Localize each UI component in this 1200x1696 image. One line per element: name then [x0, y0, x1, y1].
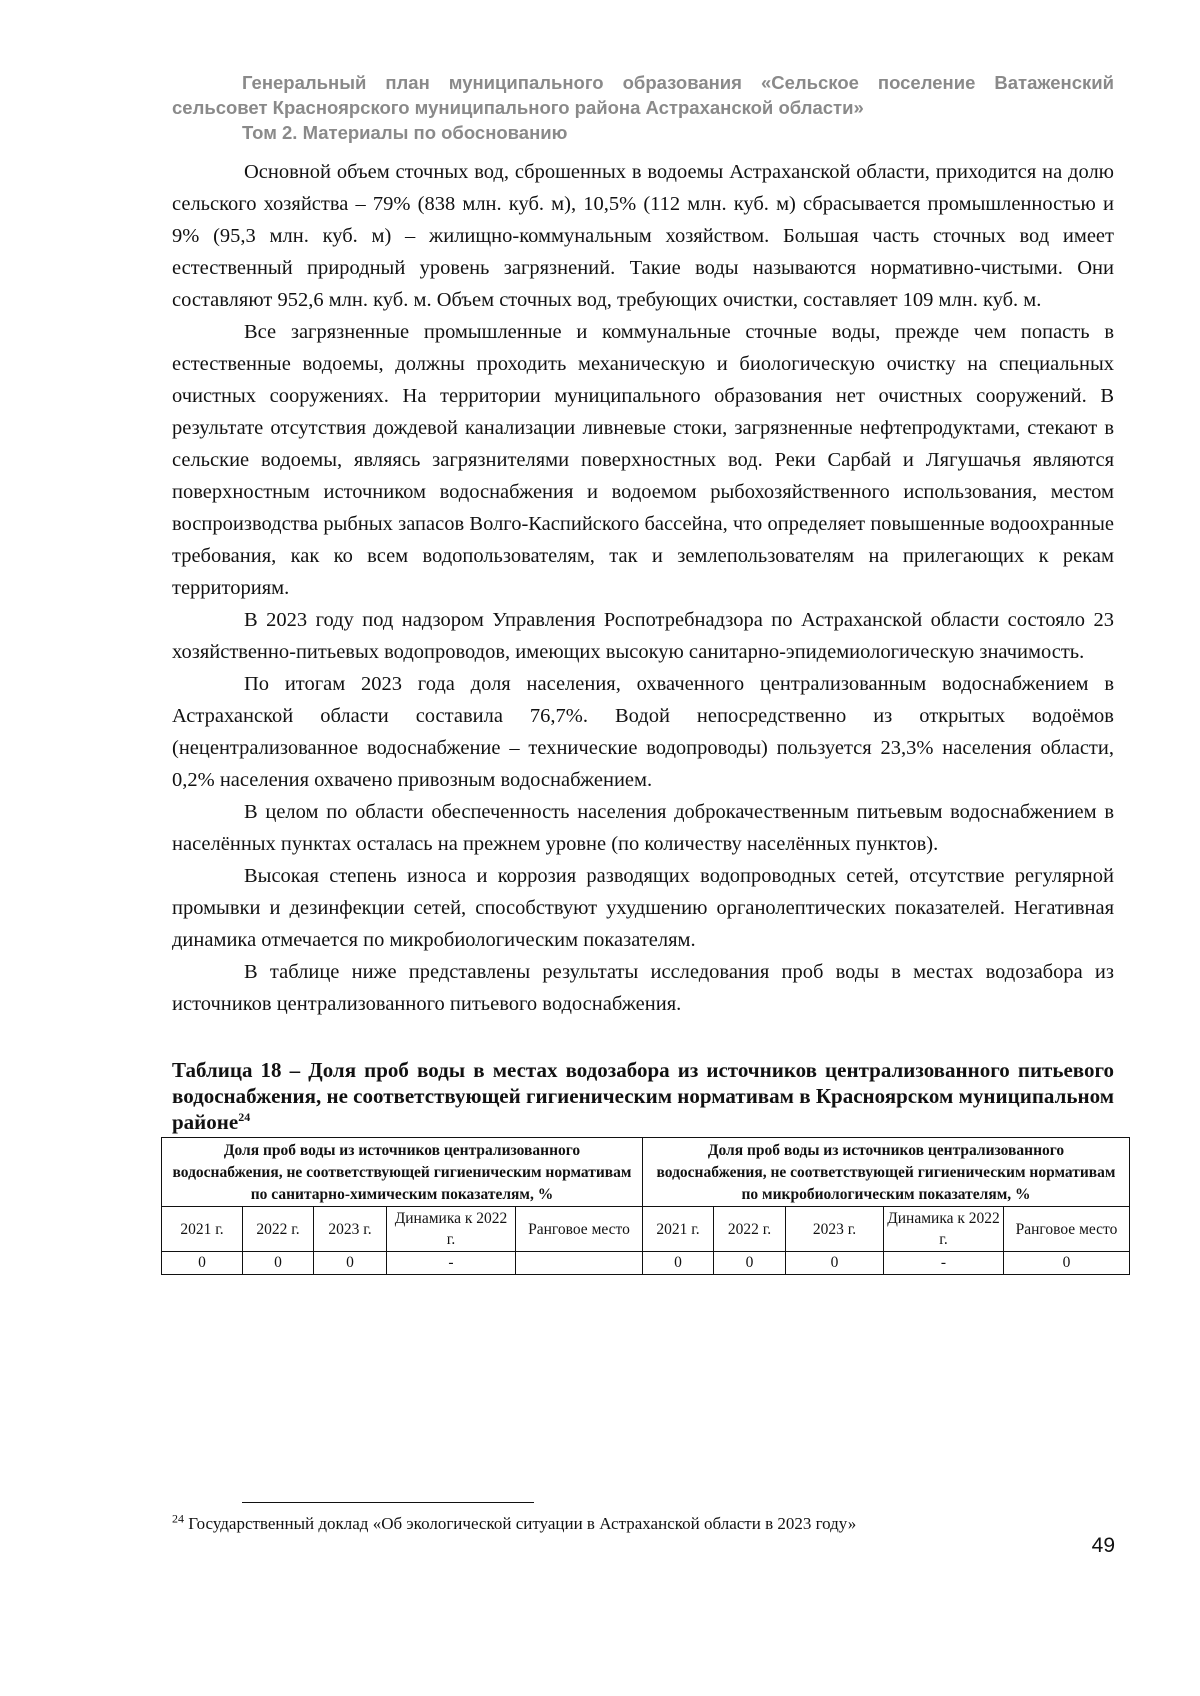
column-header: 2023 г.	[786, 1207, 884, 1252]
footnote-text: Государственный доклад «Об экологической ситуации в Астраханской области в 2023 году»	[188, 1514, 857, 1533]
column-header: Ранговое место	[1004, 1207, 1130, 1252]
table-group-header-row	[162, 1138, 1130, 1207]
table-cell: 0	[643, 1252, 714, 1275]
footnote-number: 24	[172, 1511, 184, 1526]
table-caption	[172, 1057, 1114, 1135]
table-cell: -	[387, 1252, 516, 1275]
footnote-separator	[242, 1502, 534, 1503]
document-body	[172, 156, 1114, 1020]
table-cell: 0	[314, 1252, 387, 1275]
column-header: 2023 г.	[314, 1207, 387, 1252]
column-header: 2022 г.	[714, 1207, 786, 1252]
table-cell: 0	[786, 1252, 884, 1275]
table-caption-text: Таблица 18 – Доля проб воды в местах водозабора из источников централизованного питьевого водоснабжения, не соответствующей гигиеническим нормативам в Красноярском муниципальном районе	[172, 1058, 1114, 1134]
table-cell: -	[884, 1252, 1004, 1275]
paragraph: Основной объем сточных вод, сброшенных в водоемы Астраханской области, приходится на долю сельского хозяйства – 79% (838 млн. куб. м), 10,5% (112 млн. куб. м) сбрасывается промышленностью и 9% (95,3 млн. куб. м) – жилищно-коммунальным хозяйством. Большая часть сточных вод имеет естественный природный уровень загрязнений. Такие воды называются нормативно-чистыми. Они составляют 952,6 млн. куб. м. Объем сточных вод, требующих очистки, составляет 109 млн. куб. м.	[172, 161, 1114, 311]
group-header-microbiological: Доля проб воды из источников централизованного водоснабжения, не соответствующей гигиеническим нормативам по микробиологическим показателям, %	[643, 1138, 1130, 1207]
column-header: Ранговое место	[516, 1207, 643, 1252]
table-column-header-row	[162, 1207, 1130, 1252]
column-header: 2022 г.	[243, 1207, 314, 1252]
table-cell: 0	[1004, 1252, 1130, 1275]
footnote	[172, 1513, 856, 1535]
column-header: Динамика к 2022 г.	[884, 1207, 1004, 1252]
document-header-title: Генеральный план муниципального образования «Сельское поселение Ватаженский сельсовет Красноярского муниципального района Астраханской области»	[172, 72, 1114, 118]
paragraph: По итогам 2023 года доля населения, охваченного централизованным водоснабжением в Астраханской области составила 76,7%. Водой непосредственно из открытых водоёмов (нецентрализованное водоснабжение – технические водопроводы) пользуется 23,3% населения области, 0,2% населения охвачено привозным водоснабжением.	[172, 673, 1114, 791]
paragraph: В 2023 году под надзором Управления Роспотребнадзора по Астраханской области состояло 23 хозяйственно-питьевых водопроводов, имеющих высокую санитарно-эпидемиологическую значимость.	[172, 609, 1114, 663]
page-number: 49	[1091, 1534, 1115, 1557]
document-page	[172, 70, 1118, 1275]
table-cell: 0	[243, 1252, 314, 1275]
paragraph: В целом по области обеспеченность населения доброкачественным питьевым водоснабжением в населённых пунктах осталась на прежнем уровне (по количеству населённых пунктов).	[172, 801, 1114, 855]
paragraph: Высокая степень износа и коррозия разводящих водопроводных сетей, отсутствие регулярной промывки и дезинфекции сетей, способствуют ухудшению органолептических показателей. Негативная динамика отмечается по микробиологическим показателям.	[172, 865, 1114, 951]
document-header-subtitle: Том 2. Материалы по обоснованию	[242, 122, 568, 143]
column-header: 2021 г.	[643, 1207, 714, 1252]
footnote-reference[interactable]: 24	[238, 1110, 251, 1124]
water-samples-table	[161, 1137, 1130, 1275]
table-cell: 0	[714, 1252, 786, 1275]
column-header: Динамика к 2022 г.	[387, 1207, 516, 1252]
group-header-sanitary-chemical: Доля проб воды из источников централизованного водоснабжения, не соответствующей гигиеническим нормативам по санитарно-химическим показателям, %	[162, 1138, 643, 1207]
paragraph: Все загрязненные промышленные и коммунальные сточные воды, прежде чем попасть в естественные водоемы, должны проходить механическую и биологическую очистку на специальных очистных сооружениях. На территории муниципального образования нет очистных сооружений. В результате отсутствия дождевой канализации ливневые стоки, загрязненные нефтепродуктами, стекают в сельские водоемы, являясь загрязнителями поверхностных вод. Реки Сарбай и Лягушачья являются поверхностным источником водоснабжения и водоемом рыбохозяйственного использования, местом воспроизводства рыбных запасов Волго-Каспийского бассейна, что определяет повышенные водоохранные требования, как ко всем водопользователям, так и землепользователям на прилегающих к рекам территориям.	[172, 321, 1114, 599]
paragraph: В таблице ниже представлены результаты исследования проб воды в местах водозабора из источников централизованного питьевого водоснабжения.	[172, 961, 1114, 1015]
column-header: 2021 г.	[162, 1207, 243, 1252]
table-row	[162, 1252, 1130, 1275]
table-cell	[516, 1252, 643, 1275]
table-cell: 0	[162, 1252, 243, 1275]
